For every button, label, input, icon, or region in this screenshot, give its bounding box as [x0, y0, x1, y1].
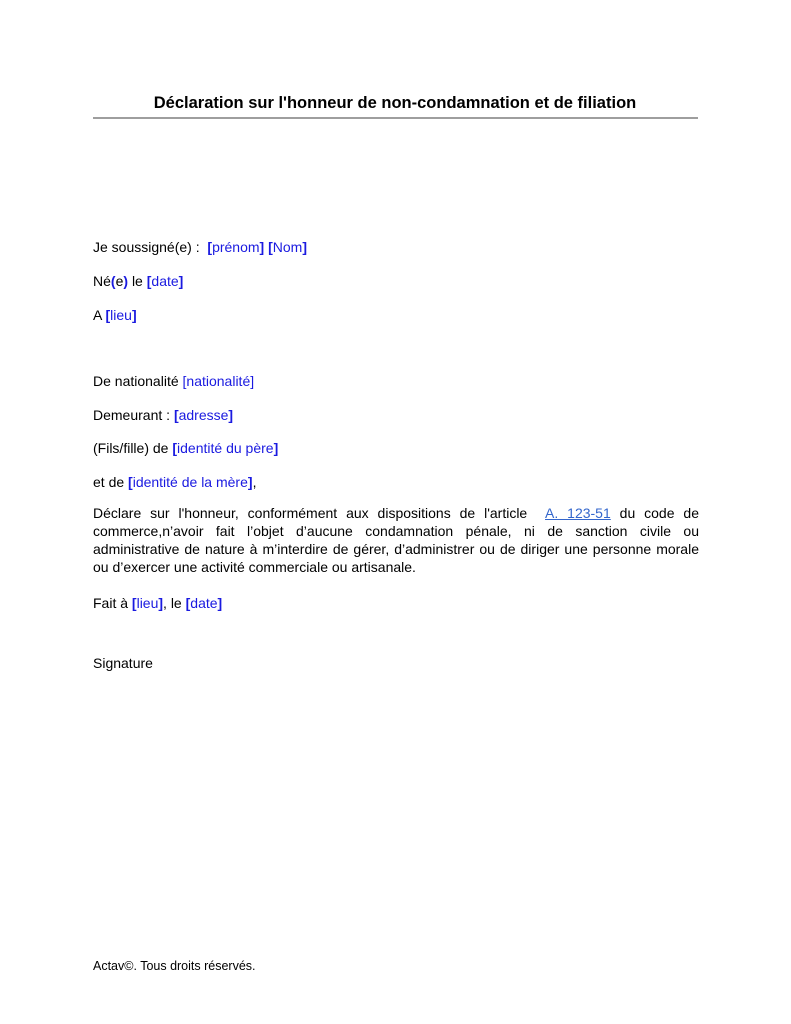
pere-line: (Fils/fille) de [identité du père]: [93, 440, 279, 456]
ne-le-label: le: [131, 273, 143, 289]
signature-label: Signature: [93, 655, 153, 671]
date-placeholder[interactable]: date: [151, 273, 179, 289]
fait-label: Fait à: [93, 595, 129, 611]
declare-before-link: Déclare sur l'honneur, conformément aux dispositions de l'article: [93, 505, 528, 521]
ne-prefix: Né: [93, 273, 111, 289]
naissance-line: Né(e) le [date]: [93, 273, 184, 289]
a-label: A: [93, 307, 102, 323]
nom-placeholder[interactable]: Nom: [272, 239, 303, 255]
fait-lieu-placeholder[interactable]: lieu: [136, 595, 159, 611]
document-title: Déclaration sur l'honneur de non-condamnation et de filiation: [153, 94, 637, 112]
fait-le-label: , le: [163, 595, 182, 611]
mere-placeholder[interactable]: identité de la mère: [132, 474, 248, 490]
title-underline: [93, 117, 698, 119]
nationalite-label: De nationalité: [93, 373, 179, 389]
declaration-paragraph: [93, 504, 699, 576]
soussigne-label: Je soussigné(e) :: [93, 239, 200, 255]
demeurant-line: Demeurant : [adresse]: [93, 407, 234, 423]
lieu-line: A [lieu]: [93, 307, 137, 323]
declare-after-link: du code de commerce,n’avoir fait l’objet d’aucune condamnation pénale, ni de sanction civile ou administrative de nature à m’interdire de gérer, d’administrer ou de diriger une personne morale ou d’exercer une activité commerciale ou artisanale.: [93, 505, 699, 575]
prenom-placeholder[interactable]: prénom: [212, 239, 260, 255]
ne-suffix: e: [115, 273, 124, 289]
demeurant-label: Demeurant :: [93, 407, 171, 423]
pere-placeholder[interactable]: identité du père: [177, 440, 274, 456]
et-de-label: et de: [93, 474, 125, 490]
mere-trailing: ,: [252, 474, 257, 490]
nationalite-placeholder[interactable]: [nationalité]: [182, 373, 255, 389]
fait-line: Fait à [lieu], le [date]: [93, 595, 223, 611]
article-link[interactable]: A. 123-51: [545, 505, 611, 521]
fait-date-placeholder[interactable]: date: [190, 595, 218, 611]
mere-line: et de [identité de la mère],: [93, 474, 257, 490]
soussigne-line: Je soussigné(e) : [prénom] [Nom]: [93, 239, 307, 255]
lieu-placeholder[interactable]: lieu: [110, 307, 132, 323]
nationalite-line: [93, 372, 254, 390]
adresse-placeholder[interactable]: adresse: [178, 407, 229, 423]
filiation-label: (Fils/fille) de: [93, 440, 169, 456]
copyright-footer: Actav©. Tous droits réservés.: [93, 959, 256, 973]
